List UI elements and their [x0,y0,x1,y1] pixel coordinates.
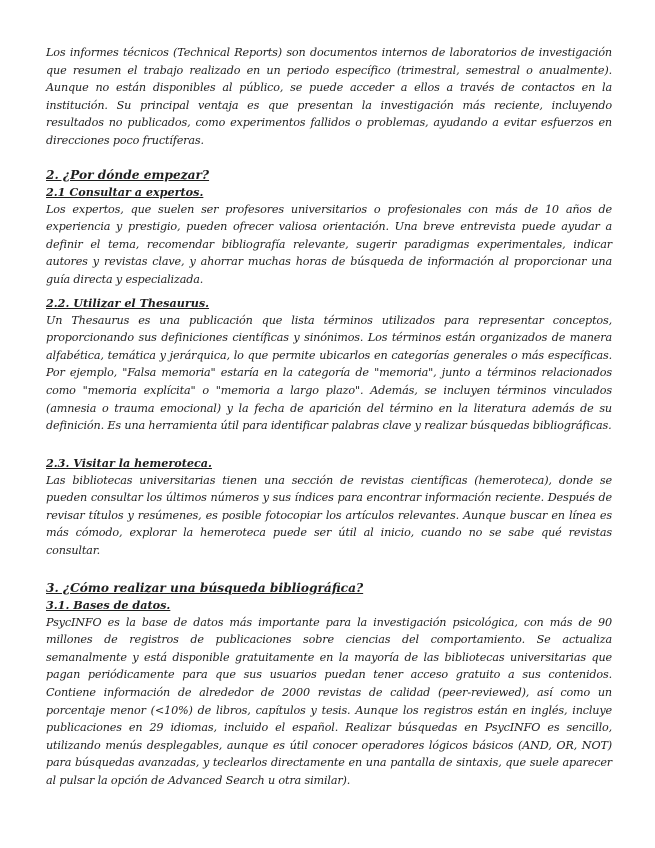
section-2 [46,167,612,560]
subsection-2-1-title: 2.1 Consultar a expertos. [46,184,204,199]
subsection-3-1 [46,597,612,790]
subsection-2-3 [46,455,612,560]
subsection-2-1-body: Los expertos, que suelen ser profesores universitarios o profesionales con más de 10 años de experiencia y prestigio, pueden ofrecer valiosa orientación. Una breve entrevista puede ayudar a definir el tema, recomendar bibliografía relevante, sugerir paradigmas experimentales, indicar autores y revistas clave, y ahorrar muchas horas de búsqueda de información al proporcionar una guía directa y especializada. [46,202,612,286]
subsection-2-2 [46,295,612,435]
section-3-title: 3. ¿Cómo realizar una búsqueda bibliográfica? [46,580,364,595]
subsection-2-2-title: 2.2. Utilizar el Thesaurus. [46,295,210,310]
document-page [46,44,612,796]
section-2-title: 2. ¿Por dónde empezar? [46,167,210,182]
subsection-2-3-body: Las bibliotecas universitarias tienen una sección de revistas científicas (hemeroteca), donde se pueden consultar los últimos números y sus índices para encontrar información reciente. Después de revisar títulos y resúmenes, es posible fotocopiar los artículos relevantes. Aunque buscar en línea es más cómodo, explorar la hemeroteca puede ser útil al inicio, cuando no se sabe qué revistas consultar. [46,473,612,558]
subsection-2-3-title: 2.3. Visitar la hemeroteca. [46,455,212,470]
subsection-3-1-body: PsycINFO es la base de datos más importante para la investigación psicológica, con más de 90 millones de registros de publicaciones sobre ciencias del comportamiento. Se actualiza semanalmente y está disponible gratuitamente en la mayoría de las bibliotecas universitarias que pagan periódicamente para que sus usuarios puedan tener acceso gratuito a sus contenidos. Contiene información de alrededor de 2000 revistas de calidad (peer-reviewed), así como un porcentaje menor (<10%) de libros, capítulos y tesis. Aunque los registros están en inglés, incluye publicaciones en 29 idiomas, incluido el español. Realizar búsquedas en PsycINFO es sencillo, utilizando menús desplegables, aunque es útil conocer operadores lógicos básicos (AND, OR, NOT) para búsquedas avanzadas, y teclearlos directamente en una pantalla de sintaxis, que suele aparecer al pulsar la opción de Advanced Search u otra similar). [46,615,612,787]
subsection-2-2-body: Un Thesaurus es una publicación que lista términos utilizados para representar conceptos, proporcionando sus definiciones científicas y sinónimos. Los términos están organizados de manera alfabética, temática y jerárquica, lo que permite ubicarlos en categorías generales o más específicas. Por ejemplo, "Falsa memoria" estaría en la categoría de "memoria", junto a términos relacionados como "memoria explícita" o "memoria a largo plazo". Además, se incluyen términos vinculados (amnesia o trauma emocional) y la fecha de aparición del término en la literatura además de su definición. Es una herramienta útil para identificar palabras clave y realizar búsquedas bibliográficas. [46,313,612,433]
section-3 [46,580,612,790]
subsection-2-1 [46,184,612,289]
intro-paragraph: Los informes técnicos (Technical Reports) son documentos internos de laboratorios de investigación que resumen el trabajo realizado en un periodo específico (trimestral, semestral o anualmente). Aunque no están disponibles al público, se puede acceder a ellos a través de contactos en la institución. Su principal ventaja es que presentan la investigación más reciente, incluyendo resultados no publicados, como experimentos fallidos o problemas, ayudando a evitar esfuerzos en direcciones poco fructíferas. [46,46,612,147]
subsection-3-1-title: 3.1. Bases de datos. [46,597,171,612]
